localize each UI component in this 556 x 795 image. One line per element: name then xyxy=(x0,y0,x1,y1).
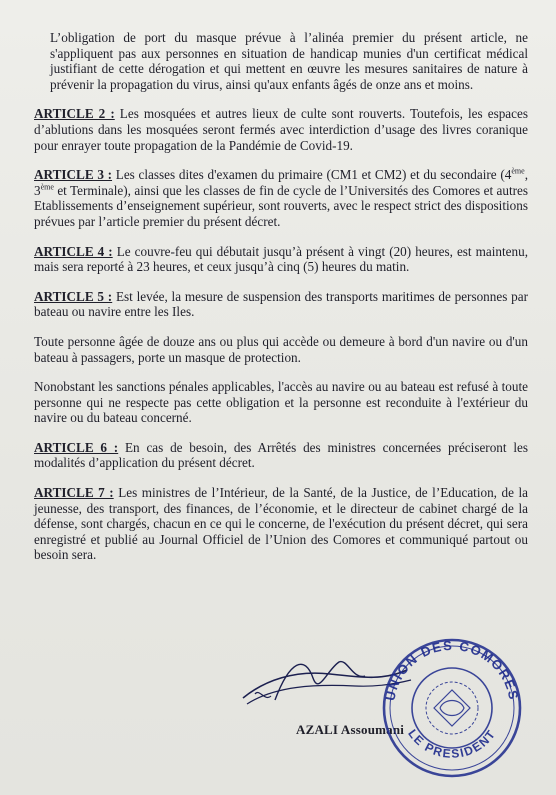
article-3-text-c: et Terminale), ainsi que les classes de fin de cycle de l’Universités des Comores et autres Etablissements d’enseignement supérieur, sont rouverts, avec le respect strict des dispositions prévues par l’article premier du présent décret. xyxy=(34,182,528,229)
intro-text: L’obligation de port du masque prévue à l’alinéa premier du présent article, ne s'appliquent pas aux personnes en situation de handicap munies d'un certificat médical justifiant de cette dérogation et qui mettent en œuvre les mesures sanitaires de nature à prévenir la propagation du virus, ainsi qu'aux enfants âgés de onze ans et moins. xyxy=(50,30,528,92)
article-3-text-a: Les classes dites d'examen du primaire (CM1 et CM2) et du secondaire (4 xyxy=(112,167,512,183)
article-4-label: ARTICLE 4 : xyxy=(34,243,113,259)
seal-bottom-text: LE PRESIDENT xyxy=(405,726,499,761)
article-7-label: ARTICLE 7 : xyxy=(34,485,114,501)
article-3-text-b: , 3 xyxy=(34,167,528,198)
article-2-text: Les mosquées et autres lieux de culte sont rouverts. Toutefois, les espaces d’ablutions dans les mosquées seront fermés avec interdiction d’usage des livres coranique pour enrayer toute propagation de la Pandémie de Covid-19. xyxy=(34,106,528,153)
signer-name: AZALI Assoumani xyxy=(296,722,405,737)
article-3-label: ARTICLE 3 : xyxy=(34,167,113,183)
article-3-sup-a: ème xyxy=(511,166,525,176)
article-5-label: ARTICLE 5 : xyxy=(34,288,113,304)
article-2-label: ARTICLE 2 : xyxy=(34,106,115,122)
article-7 xyxy=(34,485,528,563)
article-5-paragraph-3 xyxy=(34,379,528,426)
article-5 xyxy=(34,289,528,320)
svg-text:LE PRESIDENT xyxy=(405,727,498,761)
article-5-para3-text: Nonobstant les sanctions pénales applicables, l'accès au navire ou au bateau est refusé à toute personne qui ne respecte pas cette obligation et la personne est reconduite à l'extérieur du navire ou du bateau concerné. xyxy=(34,379,528,426)
article-3 xyxy=(34,167,528,229)
article-2 xyxy=(34,106,528,153)
article-5-text: Est levée, la mesure de suspension des transports maritimes de personnes par bateau ou navire entre les Iles. xyxy=(34,288,528,320)
intro-paragraph xyxy=(34,30,528,92)
article-4-text: Le couvre-feu qui débutait jusqu’à présent à vingt (20) heures, est maintenu, mais sera reporté à 23 heures, et ceux jusqu’à cinq (5) heures du matin. xyxy=(34,243,528,275)
article-4 xyxy=(34,244,528,275)
decree-text xyxy=(34,30,528,577)
svg-text:UNION DES COMORES xyxy=(382,638,521,702)
article-5-para2-text: Toute personne âgée de douze ans ou plus qui accède ou demeure à bord d'un navire ou d'un bateau à passagers, porte un masque de protection. xyxy=(34,333,528,365)
seal-top-text: UNION DES COMORES xyxy=(382,637,522,702)
article-7-text: Les ministres de l’Intérieur, de la Santé, de la Justice, de l’Education, de la jeunesse, des transport, des finances, de l’économie, et le directeur de cabinet chargé de la défense, sont chargés, chacun en ce qui le concerne, de l'exécution du présent décret, qui sera enregistré et publié au Journal Officiel de l’Union des Comores et communiqué partout ou besoin sera. xyxy=(34,485,528,563)
article-5-paragraph-2 xyxy=(34,334,528,365)
article-6-label: ARTICLE 6 : xyxy=(34,439,119,455)
article-3-sup-b: ème xyxy=(40,182,54,192)
article-6 xyxy=(34,440,528,471)
article-6-text: En cas de besoin, des Arrêtés des ministres concernées préciseront les modalités d’application du présent décret. xyxy=(34,439,528,471)
presidential-seal xyxy=(372,628,532,778)
